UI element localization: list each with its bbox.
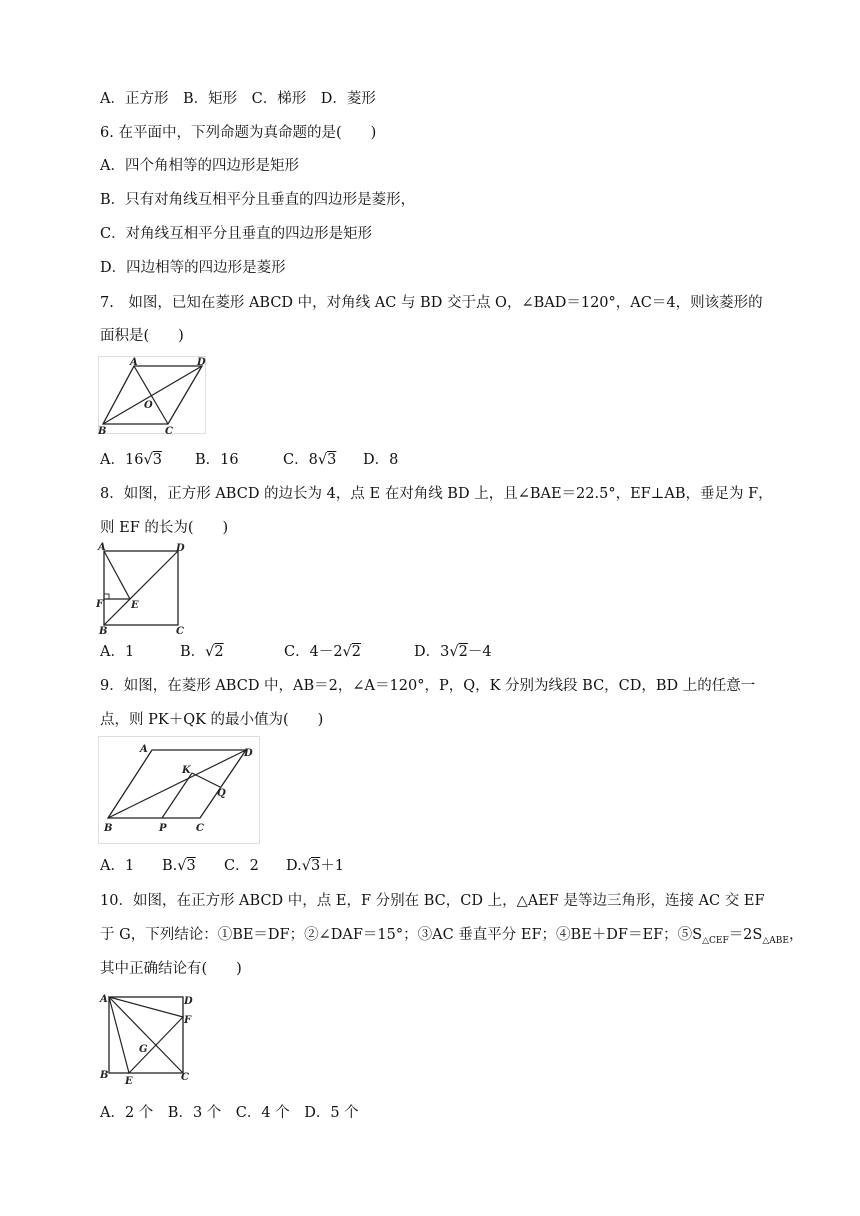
q5-options: A．正方形 B．矩形 C．梯形 D．菱形 [100,91,376,107]
q9-option-b-radicand: 3 [186,858,196,874]
q7-label-c: C [165,426,173,436]
q7-option-d: D．8 [363,452,399,468]
q9-label-d: D [244,748,253,759]
q10-square-figure [96,990,200,1088]
q8-label-f: F [96,599,104,610]
q9-label-p: P [159,823,167,834]
q10-label-d: D [184,996,193,1007]
q8-option-d: D．3 [414,644,450,660]
q7-label-d: D [197,357,206,368]
q10-label-g: G [139,1044,148,1055]
q9-option-d-radicand: 3 [310,858,321,874]
q9-label-b: B [104,823,113,834]
q9-option-d: D. [286,858,302,874]
q9-label-q: Q [217,788,226,799]
q8-square-figure [96,542,188,634]
q10-label-c: C [181,1072,189,1083]
q8-option-d-suffix: －4 [467,644,492,660]
q10-stem-line3: 其中正确结论有( ) [100,961,242,977]
q8-option-b: B． [180,644,206,660]
q10-options: A．2 个 B．3 个 C．4 个 D．5 个 [100,1105,359,1121]
q8-option-c: C．4－2 [284,644,343,660]
q10-equals: ＝2S [728,927,763,943]
q9-option-a: A．1 [100,858,135,874]
q9-rhombus-figure [98,736,262,846]
q9-label-k: K [182,765,191,776]
q7-label-b: B [98,426,107,436]
q7-option-c-radicand: 3 [327,452,337,468]
q8-label-b: B [99,626,108,634]
q10-sub-abe: △ABE [762,935,789,946]
q7-label-a: A [130,357,138,368]
q7-option-a: A．16 [100,452,144,468]
q7-option-b: B．16 [195,452,239,468]
q6-stem: 6. 在平面中，下列命题为真命题的是( ) [100,125,377,141]
q10-sub-cef: △CEF [702,935,729,946]
q10-comma: ， [788,927,804,943]
q6-option-a: A．四个角相等的四边形是矩形 [100,158,299,174]
q9-option-b: B. [162,858,178,874]
q8-stem-line1: 8．如图，正方形 ABCD 的边长为 4，点 E 在对角线 BD 上，且∠BAE＝22.5°，EF⊥AB，垂足为 F， [100,486,773,502]
q9-stem-line2: 点，则 PK＋QK 的最小值为( ) [100,712,324,728]
q10-conclusions: 于 G，下列结论：①BE＝DF；②∠DAF＝15°；③AC 垂直平分 EF；④BE＋DF＝EF；⑤S [100,927,703,943]
q7-rhombus-figure [98,356,208,436]
q8-label-d: D [176,543,185,554]
q9-option-c: C．2 [224,858,259,874]
q8-label-a: A [98,542,106,553]
q8-stem-line2: 则 EF 的长为( ) [100,520,229,536]
q9-options: A．1 B.√3 C．2 D.√3＋1 [100,858,344,874]
q10-label-e: E [125,1076,133,1087]
q8-label-c: C [176,626,184,634]
q10-stem-line1: 10．如图，在正方形 ABCD 中，点 E，F 分别在 BC，CD 上，△AEF 是等边三角形，连接 AC 交 EF [100,893,765,909]
q10-label-f: F [184,1015,192,1026]
q10-label-a: A [100,994,108,1005]
q9-label-c: C [196,823,204,834]
q9-option-d-suffix: ＋1 [320,858,344,874]
q6-option-d: D．四边相等的四边形是菱形 [100,260,286,276]
q6-option-b: B．只有对角线互相平分且垂直的四边形是菱形， [100,192,416,208]
q8-option-d-radicand: 2 [458,644,468,660]
q7-option-c: C．8 [283,452,318,468]
q7-label-o: O [144,400,153,411]
q6-option-c: C．对角线互相平分且垂直的四边形是矩形 [100,226,373,242]
q10-label-b: B [100,1070,109,1081]
q8-label-e: E [131,600,139,611]
q7-stem-line2: 面积是( ) [100,328,184,344]
q8-option-b-radicand: 2 [214,644,224,660]
q9-stem-line1: 9．如图，在菱形 ABCD 中，AB＝2，∠A＝120°，P，Q，K 分别为线段 BC，CD，BD 上的任意一 [100,678,756,694]
q7-options: A．16√3 B．16 C．8√3 D．8 [100,452,399,468]
q7-option-a-radicand: 3 [152,452,162,468]
q8-option-a: A．1 [100,644,135,660]
q10-stem-line2 [100,925,803,951]
q9-label-a: A [140,744,148,755]
q8-option-c-radicand: 2 [351,644,362,660]
q7-stem-line1: 7. 如图，已知在菱形 ABCD 中，对角线 AC 与 BD 交于点 O，∠BAD＝120°，AC＝4，则该菱形的 [100,295,763,311]
q8-options: A．1 B．√2 C．4－2√2 D．3√2－4 [100,644,492,660]
